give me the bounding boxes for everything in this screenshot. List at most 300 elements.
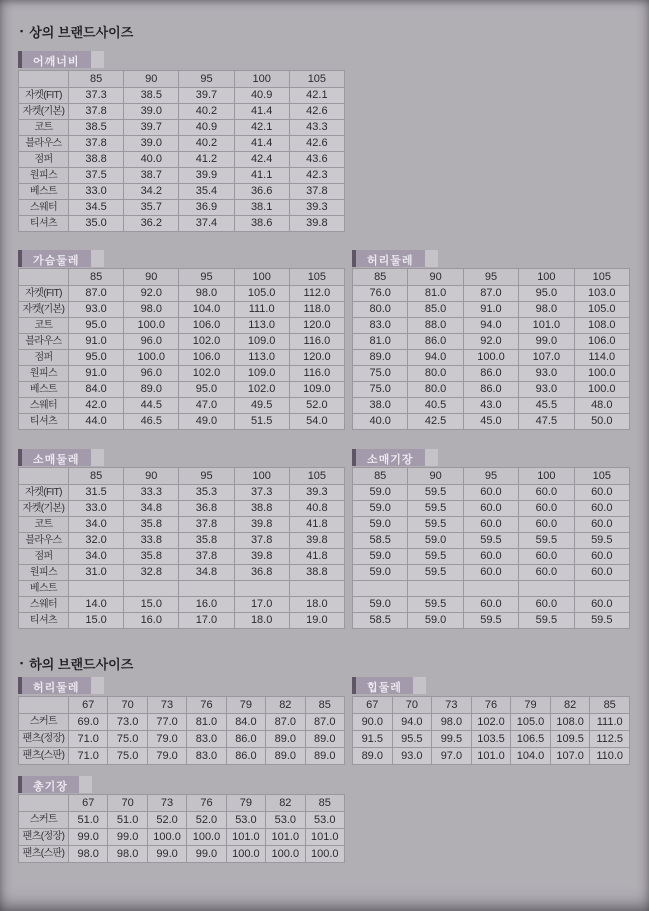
tops-section-title-text: 상의 브랜드사이즈 <box>29 25 134 40</box>
size-value-cell: 39.8 <box>289 216 344 232</box>
size-value-cell: 98.0 <box>519 302 574 318</box>
size-value-cell: 38.8 <box>69 152 124 168</box>
table-row <box>353 565 630 581</box>
size-value-cell: 42.0 <box>69 398 124 414</box>
size-value-cell: 59.0 <box>353 517 408 533</box>
size-value-cell: 39.7 <box>124 120 179 136</box>
table-row <box>353 748 630 765</box>
size-column-header: 70 <box>108 795 147 812</box>
size-column-header: 90 <box>408 269 463 286</box>
size-column-header: 85 <box>353 269 408 286</box>
size-value-cell: 60.0 <box>463 597 518 613</box>
size-value-cell: 41.4 <box>234 104 289 120</box>
size-value-cell: 36.6 <box>234 184 289 200</box>
size-column-header: 90 <box>124 71 179 88</box>
size-value-cell: 98.0 <box>108 846 147 863</box>
size-value-cell: 99.0 <box>69 829 108 846</box>
size-value-cell: 15.0 <box>69 613 124 629</box>
size-value-cell: 59.5 <box>408 501 463 517</box>
size-value-cell: 106.0 <box>574 334 629 350</box>
table-header-row <box>19 269 345 286</box>
table-row <box>353 501 630 517</box>
table-row <box>19 597 345 613</box>
chest-girth-badge-label: 가슴둘레 <box>22 250 91 267</box>
size-value-cell: 100.0 <box>463 350 518 366</box>
size-value-cell: 102.0 <box>179 334 234 350</box>
size-value-cell: 39.0 <box>124 104 179 120</box>
table-header-row <box>19 697 345 714</box>
size-value-cell: 44.5 <box>124 398 179 414</box>
size-value-cell: 87.0 <box>69 286 124 302</box>
size-column-header: 100 <box>234 269 289 286</box>
size-value-cell: 114.0 <box>574 350 629 366</box>
row-label: 자켓(기본) <box>19 104 69 120</box>
table-row <box>19 216 345 232</box>
size-value-cell: 59.5 <box>463 533 518 549</box>
size-value-cell: 80.0 <box>353 302 408 318</box>
size-value-cell: 73.0 <box>108 714 147 731</box>
total-length-badge-label: 총기장 <box>22 776 79 793</box>
tops-section-title <box>20 22 133 41</box>
size-value-cell: 111.0 <box>234 302 289 318</box>
size-value-cell: 60.0 <box>463 565 518 581</box>
chest-girth-badge <box>18 250 104 267</box>
sleeve-girth-table <box>18 467 345 629</box>
size-value-cell: 53.0 <box>226 812 265 829</box>
size-value-cell: 40.9 <box>234 88 289 104</box>
size-value-cell: 95.5 <box>392 731 432 748</box>
size-value-cell: 71.0 <box>69 731 108 748</box>
size-value-cell: 47.5 <box>519 414 574 430</box>
table-row <box>19 414 345 430</box>
table-header-row <box>353 697 630 714</box>
size-value-cell: 113.0 <box>234 350 289 366</box>
size-value-cell: 89.0 <box>266 748 305 765</box>
size-value-cell: 46.5 <box>124 414 179 430</box>
bottoms-section-title-text: 하의 브랜드사이즈 <box>29 657 134 672</box>
table-row <box>19 366 345 382</box>
sleeve-length-badge-label: 소매기장 <box>356 449 425 466</box>
size-value-cell: 77.0 <box>147 714 186 731</box>
row-label: 원피스 <box>19 168 69 184</box>
size-value-cell: 81.0 <box>187 714 226 731</box>
size-column-header: 85 <box>69 269 124 286</box>
size-column-header: 95 <box>179 468 234 485</box>
size-value-cell: 42.5 <box>408 414 463 430</box>
table-row <box>19 136 345 152</box>
size-value-cell: 36.8 <box>179 501 234 517</box>
size-value-cell: 39.7 <box>179 88 234 104</box>
corner-cell <box>19 71 69 88</box>
table-row <box>353 597 630 613</box>
size-value-cell: 105.0 <box>574 302 629 318</box>
size-value-cell: 96.0 <box>124 334 179 350</box>
size-column-header: 73 <box>147 697 186 714</box>
size-value-cell: 51.0 <box>108 812 147 829</box>
size-column-header: 70 <box>108 697 147 714</box>
size-value-cell: 59.5 <box>408 565 463 581</box>
size-value-cell: 34.0 <box>69 517 124 533</box>
table-row <box>19 748 345 765</box>
size-value-cell: 37.8 <box>179 517 234 533</box>
size-value-cell <box>463 581 518 597</box>
row-label: 점퍼 <box>19 152 69 168</box>
size-value-cell: 87.0 <box>463 286 518 302</box>
size-value-cell: 39.8 <box>234 517 289 533</box>
size-value-cell: 85.0 <box>408 302 463 318</box>
size-value-cell: 40.0 <box>124 152 179 168</box>
size-value-cell <box>408 581 463 597</box>
sleeve-girth-badge <box>18 449 104 466</box>
size-value-cell: 36.2 <box>124 216 179 232</box>
row-label: 베스트 <box>19 382 69 398</box>
row-label: 블라우스 <box>19 334 69 350</box>
size-value-cell: 17.0 <box>179 613 234 629</box>
size-value-cell: 100.0 <box>187 829 226 846</box>
size-column-header: 76 <box>187 795 226 812</box>
row-label: 팬츠(정장) <box>19 829 69 846</box>
size-value-cell: 86.0 <box>226 748 265 765</box>
table-row <box>19 184 345 200</box>
sleeve-length-table <box>352 467 630 629</box>
size-value-cell: 40.5 <box>408 398 463 414</box>
size-value-cell: 34.8 <box>124 501 179 517</box>
size-value-cell: 41.2 <box>179 152 234 168</box>
size-value-cell: 37.8 <box>179 549 234 565</box>
size-value-cell: 35.3 <box>179 485 234 501</box>
size-value-cell: 109.5 <box>550 731 590 748</box>
table-header-row <box>353 468 630 485</box>
size-value-cell: 106.5 <box>511 731 551 748</box>
size-value-cell: 76.0 <box>353 286 408 302</box>
size-value-cell: 42.6 <box>289 104 344 120</box>
size-value-cell: 103.0 <box>574 286 629 302</box>
row-label: 팬츠(스판) <box>19 748 69 765</box>
size-column-header: 95 <box>463 468 518 485</box>
size-value-cell: 94.0 <box>408 350 463 366</box>
size-value-cell: 97.0 <box>432 748 472 765</box>
size-value-cell: 18.0 <box>289 597 344 613</box>
sleeve-length-badge <box>352 449 438 466</box>
size-value-cell: 98.0 <box>179 286 234 302</box>
table-row <box>19 549 345 565</box>
size-value-cell: 38.5 <box>69 120 124 136</box>
table-row <box>353 302 630 318</box>
size-column-header: 67 <box>69 795 108 812</box>
size-value-cell: 80.0 <box>408 366 463 382</box>
size-value-cell: 107.0 <box>550 748 590 765</box>
size-value-cell: 49.5 <box>234 398 289 414</box>
row-label: 원피스 <box>19 565 69 581</box>
size-value-cell: 89.0 <box>353 748 393 765</box>
row-label: 스웨터 <box>19 398 69 414</box>
size-value-cell: 100.0 <box>266 846 305 863</box>
table-row <box>19 517 345 533</box>
shoulder-width-badge-label: 어깨너비 <box>22 51 91 68</box>
size-value-cell: 39.0 <box>124 136 179 152</box>
waist-girth-bottom-badge <box>18 677 104 694</box>
size-column-header: 79 <box>226 697 265 714</box>
table-row <box>19 104 345 120</box>
size-value-cell: 59.0 <box>408 613 463 629</box>
size-value-cell: 34.5 <box>69 200 124 216</box>
size-value-cell: 53.0 <box>266 812 305 829</box>
corner-cell <box>19 269 69 286</box>
table-row <box>353 414 630 430</box>
size-column-header: 100 <box>519 269 574 286</box>
size-value-cell: 79.0 <box>147 748 186 765</box>
size-column-header: 85 <box>305 697 344 714</box>
size-value-cell: 99.0 <box>519 334 574 350</box>
size-column-header: 100 <box>519 468 574 485</box>
size-value-cell: 101.0 <box>226 829 265 846</box>
size-column-header: 79 <box>226 795 265 812</box>
size-value-cell: 60.0 <box>574 549 629 565</box>
size-value-cell: 52.0 <box>187 812 226 829</box>
row-label: 자켓(FIT) <box>19 286 69 302</box>
size-value-cell: 116.0 <box>289 334 344 350</box>
row-label: 스커트 <box>19 812 69 829</box>
table-row <box>353 613 630 629</box>
size-value-cell: 35.8 <box>124 517 179 533</box>
table-row <box>353 398 630 414</box>
table-row <box>19 334 345 350</box>
size-value-cell: 52.0 <box>147 812 186 829</box>
row-label: 코트 <box>19 120 69 136</box>
size-value-cell: 89.0 <box>124 382 179 398</box>
size-value-cell: 37.8 <box>69 104 124 120</box>
size-column-header: 90 <box>124 269 179 286</box>
size-value-cell: 37.8 <box>69 136 124 152</box>
size-value-cell: 39.3 <box>289 200 344 216</box>
table-row <box>353 366 630 382</box>
size-value-cell: 93.0 <box>519 366 574 382</box>
size-value-cell: 75.0 <box>353 382 408 398</box>
table-header-row <box>19 795 345 812</box>
size-value-cell: 42.4 <box>234 152 289 168</box>
size-value-cell: 95.0 <box>179 382 234 398</box>
size-value-cell: 35.7 <box>124 200 179 216</box>
size-value-cell: 60.0 <box>519 485 574 501</box>
size-column-header: 70 <box>392 697 432 714</box>
size-value-cell: 33.3 <box>124 485 179 501</box>
row-label: 팬츠(스판) <box>19 846 69 863</box>
size-value-cell: 100.0 <box>124 350 179 366</box>
size-value-cell: 59.0 <box>353 501 408 517</box>
size-column-header: 85 <box>69 468 124 485</box>
size-value-cell: 109.0 <box>289 382 344 398</box>
size-value-cell: 60.0 <box>574 517 629 533</box>
size-value-cell: 47.0 <box>179 398 234 414</box>
size-value-cell: 94.0 <box>463 318 518 334</box>
size-value-cell: 51.0 <box>69 812 108 829</box>
size-value-cell: 104.0 <box>179 302 234 318</box>
size-value-cell: 40.0 <box>353 414 408 430</box>
size-value-cell: 37.5 <box>69 168 124 184</box>
size-column-header: 79 <box>511 697 551 714</box>
hip-girth-badge-label: 힙둘레 <box>356 677 413 694</box>
row-label: 베스트 <box>19 184 69 200</box>
size-value-cell: 38.6 <box>234 216 289 232</box>
size-value-cell: 40.9 <box>179 120 234 136</box>
size-column-header: 100 <box>234 468 289 485</box>
size-value-cell: 83.0 <box>187 748 226 765</box>
size-column-header: 90 <box>408 468 463 485</box>
size-value-cell: 59.5 <box>408 517 463 533</box>
size-value-cell: 59.5 <box>574 533 629 549</box>
size-value-cell: 39.9 <box>179 168 234 184</box>
corner-cell <box>19 468 69 485</box>
size-value-cell: 87.0 <box>305 714 344 731</box>
size-value-cell: 37.8 <box>289 184 344 200</box>
total-length-table <box>18 794 345 863</box>
row-label: 스웨터 <box>19 200 69 216</box>
size-value-cell: 112.5 <box>590 731 630 748</box>
size-value-cell <box>124 581 179 597</box>
waist-girth-top-badge <box>352 250 438 267</box>
size-column-header: 85 <box>590 697 630 714</box>
size-value-cell: 45.0 <box>463 414 518 430</box>
size-value-cell: 60.0 <box>519 517 574 533</box>
table-row <box>19 581 345 597</box>
size-column-header: 85 <box>305 795 344 812</box>
badge-shadow <box>425 449 438 466</box>
table-row <box>353 549 630 565</box>
size-column-header: 95 <box>179 269 234 286</box>
size-value-cell: 83.0 <box>187 731 226 748</box>
badge-shadow <box>413 677 426 694</box>
size-value-cell: 39.3 <box>289 485 344 501</box>
size-value-cell: 37.4 <box>179 216 234 232</box>
size-value-cell: 17.0 <box>234 597 289 613</box>
size-column-header: 100 <box>234 71 289 88</box>
size-value-cell: 98.0 <box>124 302 179 318</box>
size-value-cell: 59.0 <box>353 485 408 501</box>
total-length-badge <box>18 776 92 793</box>
size-value-cell: 100.0 <box>574 366 629 382</box>
size-value-cell: 84.0 <box>69 382 124 398</box>
size-value-cell: 79.0 <box>147 731 186 748</box>
table-row <box>353 731 630 748</box>
table-header-row <box>19 71 345 88</box>
size-value-cell: 99.0 <box>187 846 226 863</box>
size-value-cell: 38.7 <box>124 168 179 184</box>
size-value-cell: 89.0 <box>305 748 344 765</box>
size-value-cell: 59.5 <box>408 549 463 565</box>
row-label: 자켓(기본) <box>19 302 69 318</box>
table-row <box>19 846 345 863</box>
size-value-cell: 44.0 <box>69 414 124 430</box>
size-value-cell: 33.0 <box>69 501 124 517</box>
size-value-cell: 18.0 <box>234 613 289 629</box>
corner-cell <box>19 697 69 714</box>
badge-shadow <box>91 51 104 68</box>
size-value-cell: 116.0 <box>289 366 344 382</box>
row-label: 코트 <box>19 517 69 533</box>
row-label: 팬츠(정장) <box>19 731 69 748</box>
table-header-row <box>353 269 630 286</box>
size-value-cell: 60.0 <box>519 501 574 517</box>
size-value-cell: 34.8 <box>179 565 234 581</box>
size-value-cell: 90.0 <box>353 714 393 731</box>
size-value-cell: 95.0 <box>519 286 574 302</box>
size-value-cell: 59.0 <box>353 549 408 565</box>
size-value-cell: 103.5 <box>471 731 511 748</box>
size-value-cell: 86.0 <box>463 366 518 382</box>
corner-cell <box>19 795 69 812</box>
size-value-cell: 38.1 <box>234 200 289 216</box>
size-value-cell: 38.0 <box>353 398 408 414</box>
size-value-cell: 59.0 <box>353 565 408 581</box>
size-value-cell: 42.1 <box>289 88 344 104</box>
size-value-cell: 60.0 <box>463 485 518 501</box>
table-row <box>19 120 345 136</box>
size-value-cell: 34.0 <box>69 549 124 565</box>
size-value-cell: 60.0 <box>574 501 629 517</box>
size-value-cell: 120.0 <box>289 350 344 366</box>
size-value-cell: 32.8 <box>124 565 179 581</box>
waist-girth-top-badge-label: 허리둘레 <box>356 250 425 267</box>
size-value-cell: 110.0 <box>590 748 630 765</box>
size-value-cell: 60.0 <box>574 597 629 613</box>
size-value-cell: 69.0 <box>69 714 108 731</box>
size-value-cell: 92.0 <box>463 334 518 350</box>
size-value-cell: 91.0 <box>69 334 124 350</box>
size-value-cell: 59.0 <box>408 533 463 549</box>
size-column-header: 76 <box>471 697 511 714</box>
size-value-cell: 50.0 <box>574 414 629 430</box>
size-value-cell: 105.0 <box>511 714 551 731</box>
table-row <box>19 398 345 414</box>
size-value-cell: 95.0 <box>69 318 124 334</box>
size-value-cell: 89.0 <box>305 731 344 748</box>
row-label: 원피스 <box>19 366 69 382</box>
size-value-cell: 35.8 <box>179 533 234 549</box>
size-value-cell: 54.0 <box>289 414 344 430</box>
size-value-cell: 102.0 <box>471 714 511 731</box>
table-row <box>353 581 630 597</box>
size-value-cell: 39.8 <box>234 549 289 565</box>
size-value-cell: 109.0 <box>234 366 289 382</box>
size-value-cell: 41.1 <box>234 168 289 184</box>
size-value-cell: 43.6 <box>289 152 344 168</box>
size-value-cell: 105.0 <box>234 286 289 302</box>
table-row <box>19 88 345 104</box>
table-row <box>19 168 345 184</box>
table-row <box>353 382 630 398</box>
size-column-header: 82 <box>266 697 305 714</box>
size-value-cell: 43.3 <box>289 120 344 136</box>
size-value-cell: 96.0 <box>124 366 179 382</box>
size-column-header: 105 <box>574 269 629 286</box>
size-value-cell: 88.0 <box>408 318 463 334</box>
table-row <box>19 286 345 302</box>
size-value-cell: 40.8 <box>289 501 344 517</box>
size-value-cell: 34.2 <box>124 184 179 200</box>
size-value-cell <box>519 581 574 597</box>
size-value-cell: 59.5 <box>519 613 574 629</box>
size-value-cell: 40.2 <box>179 104 234 120</box>
size-column-header: 73 <box>432 697 472 714</box>
size-value-cell: 120.0 <box>289 318 344 334</box>
size-column-header: 73 <box>147 795 186 812</box>
size-column-header: 105 <box>574 468 629 485</box>
size-value-cell: 101.0 <box>305 829 344 846</box>
size-value-cell: 48.0 <box>574 398 629 414</box>
size-value-cell: 59.5 <box>408 485 463 501</box>
size-value-cell: 42.3 <box>289 168 344 184</box>
size-value-cell: 38.8 <box>234 501 289 517</box>
